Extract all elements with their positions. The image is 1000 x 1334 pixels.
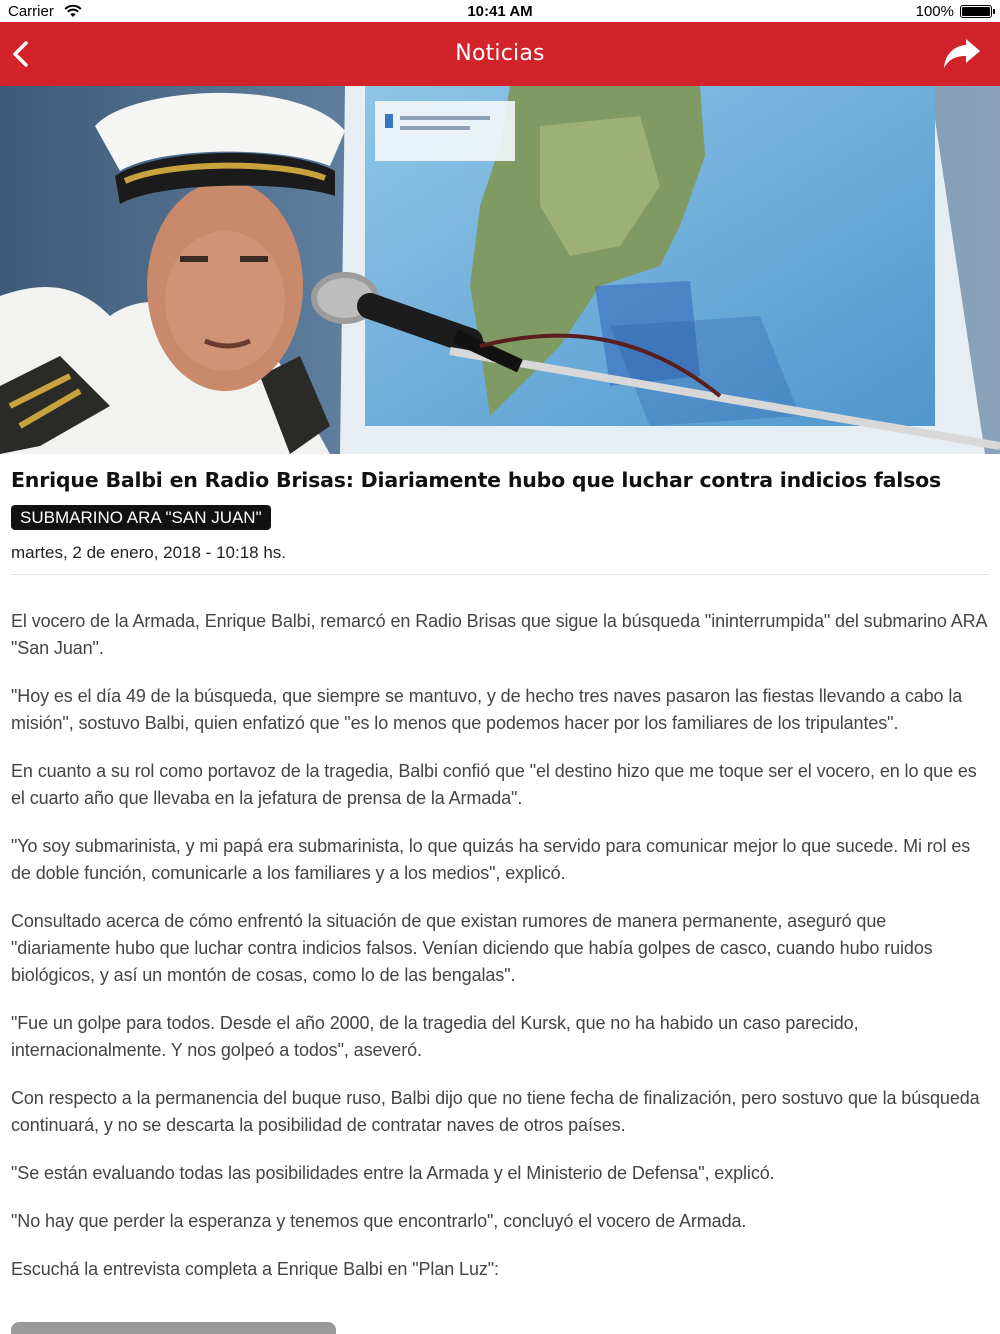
article bbox=[11, 466, 989, 1304]
page-title: Noticias bbox=[455, 41, 545, 66]
article-date: martes, 2 de enero, 2018 - 10:18 hs. bbox=[11, 543, 287, 562]
paragraph: Con respecto a la permanencia del buque ruso, Balbi dijo que no tiene fecha de finalización, pero sostuvo que la búsqueda continuará, y no se descarta la posibilidad de contratar naves de otros países. bbox=[11, 1088, 980, 1135]
paragraph: Consultado acerca de cómo enfrentó la situación de que existan rumores de manera permanente, aseguró que "diariamente hubo que luchar contra indicios falsos. Venían diciendo que había golpes de casco, cuando hubo ruidos biológicos, y así un montón de cosas, como lo de las bengalas". bbox=[11, 911, 933, 985]
audio-player[interactable] bbox=[11, 1322, 336, 1334]
paragraph: "Se están evaluando todas las posibilidades entre la Armada y el Ministerio de Defensa", explicó. bbox=[11, 1163, 775, 1183]
paragraph: "No hay que perder la esperanza y tenemos que encontrarlo", concluyó el vocero de Armada. bbox=[11, 1211, 747, 1231]
battery-percent: 100% bbox=[915, 3, 954, 20]
article-body bbox=[11, 608, 989, 1283]
clock: 10:41 AM bbox=[467, 3, 533, 20]
paragraph: "Yo soy submarinista, y mi papá era submarinista, lo que quizás ha servido para comunicar mejor lo que sucede. Mi rol es de doble función, comunicarle a los familiares y a los medios", explicó. bbox=[11, 836, 971, 883]
carrier-label: Carrier bbox=[8, 3, 54, 20]
paragraph: En cuanto a su rol como portavoz de la tragedia, Balbi confió que "el destino hizo que me toque ser el vocero, en lo que es el cuarto año que llevaba en la jefatura de prensa de la Armada". bbox=[11, 761, 977, 808]
paragraph: "Fue un golpe para todos. Desde el año 2000, de la tragedia del Kursk, que no ha habido un caso parecido, internacionalmente. Y nos golpeó a todos", aseveró. bbox=[11, 1013, 859, 1060]
paragraph: "Hoy es el día 49 de la búsqueda, que siempre se mantuvo, y de hecho tres naves pasaron las fiestas llevando a cabo la misión", sostuvo Balbi, quien enfatizó que "es lo menos que podemos hacer por los familiares de los tripulantes". bbox=[11, 686, 963, 733]
share-arrow-icon[interactable] bbox=[940, 36, 984, 72]
article-photo bbox=[0, 86, 1000, 454]
article-headline: Enrique Balbi en Radio Brisas: Diariamente hubo que luchar contra indicios falsos bbox=[11, 468, 941, 492]
status-bar bbox=[0, 0, 1000, 22]
paragraph: El vocero de la Armada, Enrique Balbi, remarcó en Radio Brisas que sigue la búsqueda "ininterrumpida" del submarino ARA "San Juan". bbox=[11, 611, 987, 658]
category-badge[interactable]: SUBMARINO ARA "SAN JUAN" bbox=[11, 505, 271, 530]
paragraph: Escuchá la entrevista completa a Enrique Balbi en "Plan Luz": bbox=[11, 1259, 499, 1279]
navigation-bar bbox=[0, 22, 1000, 86]
battery-icon bbox=[960, 5, 992, 18]
divider bbox=[11, 574, 989, 575]
